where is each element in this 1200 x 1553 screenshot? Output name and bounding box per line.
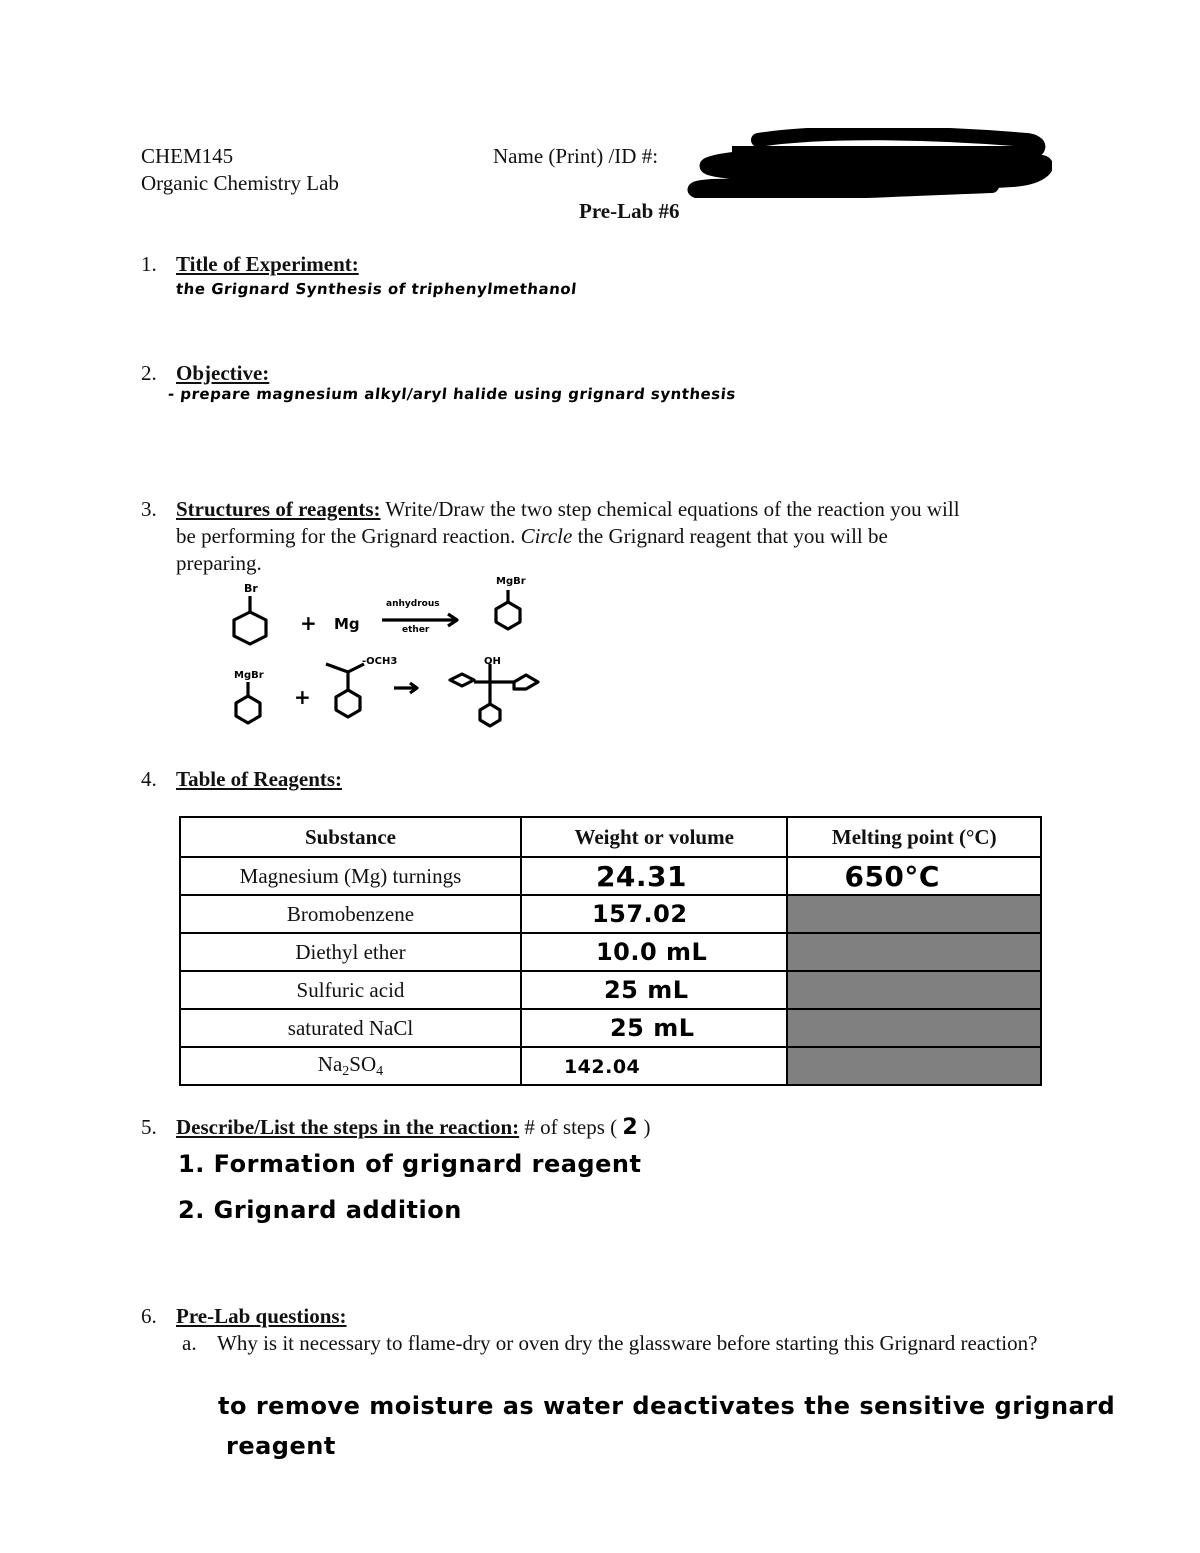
plus-1: + <box>300 611 317 635</box>
reaction-drawing <box>220 572 560 732</box>
cell-melting-point-shaded <box>787 933 1041 971</box>
steps-count: 2 <box>622 1115 639 1140</box>
objective-answer: - prepare magnesium alkyl/aryl halide using grignard synthesis <box>167 385 737 403</box>
label-br: Br <box>244 582 258 595</box>
section-3-circle-word: Circle <box>520 524 573 548</box>
section-5-heading: Describe/List the steps in the reaction: <box>176 1115 520 1139</box>
steps-label: # of steps ( <box>524 1115 618 1139</box>
benzene-ring-7 <box>480 704 500 726</box>
section-1-heading: Title of Experiment: <box>176 252 359 276</box>
header-melting-point: Melting point (°C) <box>787 817 1041 857</box>
section-3-line2 <box>176 523 888 550</box>
step-2: 2. Grignard addition <box>178 1196 462 1224</box>
benzene-ring-5 <box>450 674 474 686</box>
cell-weight: 24.31 <box>595 859 688 893</box>
label-mgbr-2: MgBr <box>234 670 264 681</box>
label-oh: OH <box>484 656 501 667</box>
section-1-number: 1. <box>141 252 157 276</box>
question-a-letter: a. <box>182 1331 197 1355</box>
cell-melting-point: 650°C <box>844 859 940 893</box>
section-6-heading: Pre-Lab questions: <box>176 1304 347 1328</box>
cell-weight: 10.0 mL <box>595 938 708 966</box>
cell-melting-point-shaded <box>787 971 1041 1009</box>
step-1: 1. Formation of grignard reagent <box>178 1150 642 1178</box>
label-mgbr-1: MgBr <box>496 576 526 587</box>
question-a-answer-line1: to remove moisture as water deactivates the sensitive grignard <box>218 1392 1116 1420</box>
cell-substance: $Na_2SO_4$ <box>180 1047 521 1085</box>
page-title: Pre-Lab #6 <box>579 199 680 223</box>
section-2-number: 2. <box>141 361 157 385</box>
section-3-line1 <box>176 496 960 523</box>
question-a-answer-line2: reagent <box>226 1432 336 1460</box>
section-3-text1: Write/Draw the two step chemical equations of the reaction you will <box>385 497 960 521</box>
benzene-ring-2 <box>496 602 520 629</box>
label-mg: Mg <box>334 615 360 633</box>
section-4-heading: Table of Reagents: <box>176 767 343 791</box>
cell-weight: 142.04 <box>563 1055 641 1078</box>
table-row <box>180 971 1041 1009</box>
cell-melting-point-shaded <box>787 895 1041 933</box>
course-name: Organic Chemistry Lab <box>141 171 339 195</box>
benzene-ring-3 <box>236 696 260 723</box>
table-header-row <box>180 817 1041 857</box>
table-row <box>180 933 1041 971</box>
section-3-text3: preparing. <box>176 551 262 575</box>
cell-melting-point-shaded <box>787 1009 1041 1047</box>
cell-substance: Bromobenzene <box>180 895 521 933</box>
table-row <box>180 857 1041 895</box>
cell-substance: Diethyl ether <box>180 933 521 971</box>
benzene-ring-6 <box>514 675 538 689</box>
table-row <box>180 895 1041 933</box>
cell-substance: saturated NaCl <box>180 1009 521 1047</box>
cell-substance: Sulfuric acid <box>180 971 521 1009</box>
cell-weight: 25 mL <box>609 1014 695 1042</box>
cond-bottom: ether <box>402 625 430 635</box>
title-answer: the Grignard Synthesis of triphenylmethanol <box>175 280 578 298</box>
section-6-number: 6. <box>141 1304 157 1328</box>
section-3-text2c: the Grignard reagent that you will be <box>577 524 888 548</box>
reagents-table <box>179 816 1042 1086</box>
course-code: CHEM145 <box>141 144 234 168</box>
cell-melting-point-shaded <box>787 1047 1041 1085</box>
question-a-text: Why is it necessary to flame-dry or oven dry the glassware before starting this Grignard reaction? <box>217 1331 1038 1355</box>
section-3-heading: Structures of reagents: <box>176 497 381 521</box>
section-4-number: 4. <box>141 767 157 791</box>
redaction-scribble <box>672 128 1052 198</box>
table-row <box>180 1047 1041 1085</box>
steps-close: ) <box>643 1115 651 1139</box>
section-3-number: 3. <box>141 497 157 521</box>
header-weight: Weight or volume <box>521 817 788 857</box>
table-row <box>180 1009 1041 1047</box>
cell-substance: Magnesium (Mg) turnings <box>180 857 521 895</box>
cond-top: anhydrous <box>386 599 440 609</box>
cell-weight: 25 mL <box>603 976 689 1004</box>
cell-weight: 157.02 <box>591 900 688 928</box>
benzene-ring-4 <box>336 690 360 717</box>
section-3-text2a: be performing for the Grignard reaction. <box>176 524 516 548</box>
plus-2: + <box>294 685 311 709</box>
name-label: Name (Print) /ID #: <box>493 144 659 168</box>
label-ester: -OCH3 <box>362 656 398 667</box>
section-5-line <box>176 1114 650 1141</box>
benzene-ring-1 <box>234 612 266 644</box>
header-substance: Substance <box>180 817 521 857</box>
section-2-heading: Objective: <box>176 361 270 385</box>
section-5-number: 5. <box>141 1115 157 1139</box>
